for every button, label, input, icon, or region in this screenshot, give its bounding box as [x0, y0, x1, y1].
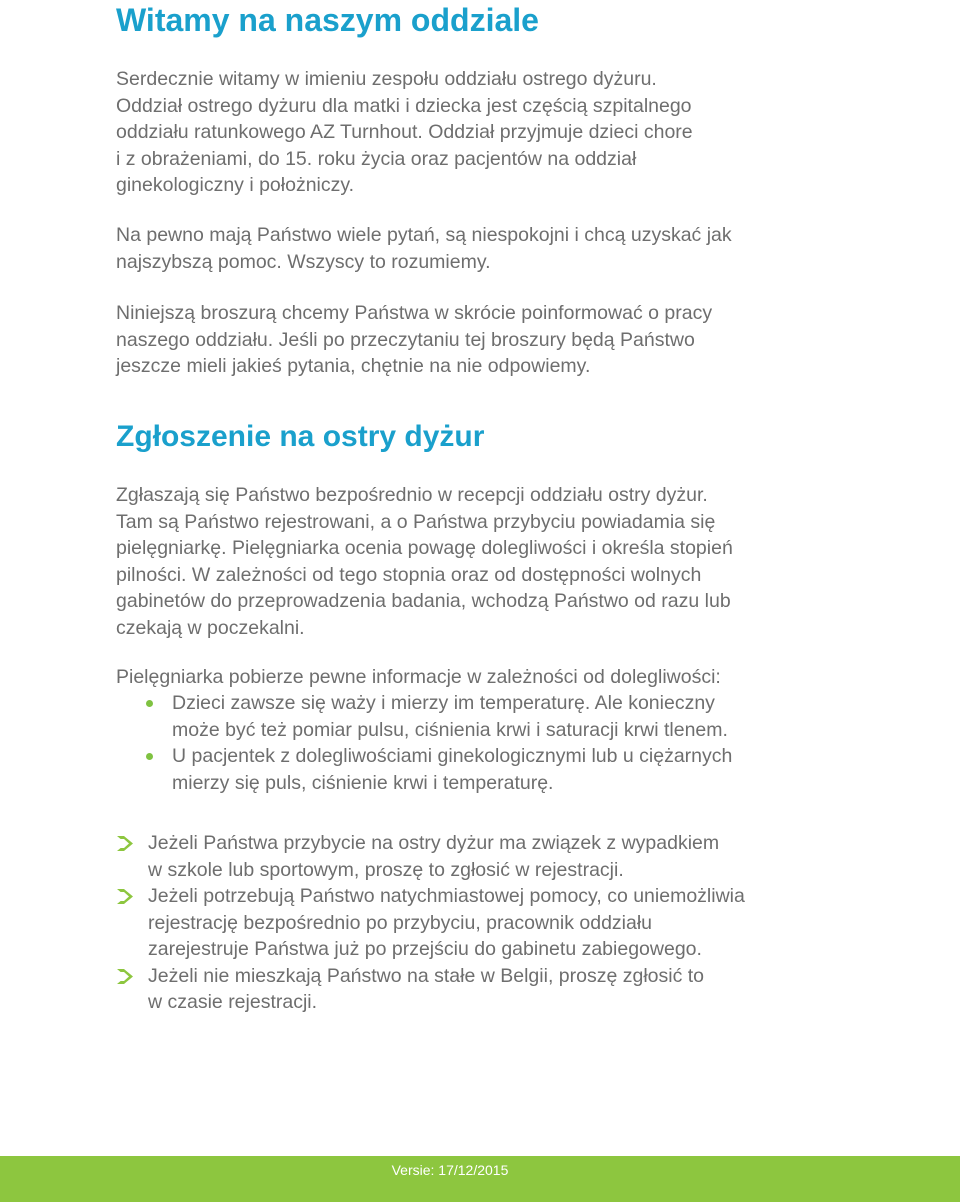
questions-paragraph — [116, 222, 732, 275]
list-item — [116, 963, 745, 1016]
measurement-bullet-list — [116, 690, 732, 796]
intro-line: i z obrażeniami, do 15. roku życia oraz pacjentów na oddział — [116, 147, 637, 170]
page-title: Witamy na naszym oddziale — [116, 2, 539, 38]
list-item-line: Dzieci zawsze się waży i mierzy im temperaturę. Ale konieczny — [172, 692, 715, 714]
list-item — [116, 743, 732, 796]
list-item — [116, 883, 745, 963]
intro-paragraph — [116, 66, 693, 199]
paragraph-line: Niniejszą broszurą chcemy Państwa w skrócie poinformować o pracy — [116, 302, 713, 324]
section-heading: Zgłoszenie na ostry dyżur — [116, 420, 485, 453]
paragraph-line: pilności. W zależności od tego stopnia oraz od dostępności wolnych — [116, 563, 702, 586]
paragraph-line: jeszcze mieli jakieś pytania, chętnie na nie odpowiemy. — [116, 355, 591, 377]
version-label: Versie: 17/12/2015 — [391, 1162, 509, 1178]
paragraph-line: Zgłaszają się Państwo bezpośrednio w recepcji oddziału ostry dyżur. — [116, 484, 708, 506]
list-item — [116, 690, 732, 743]
green-arrow-icon — [116, 888, 134, 905]
green-dot-icon — [146, 700, 153, 707]
list-item-line: mierzy się puls, ciśnienie krwi i temperaturę. — [172, 771, 554, 794]
list-item-line: U pacjentek z dolegliwościami ginekologicznymi lub u ciężarnych — [172, 745, 733, 767]
list-item-line: zarejestruje Państwa już po przejściu do gabinetu zabiegowego. — [148, 938, 702, 960]
list-item-line: w czasie rejestracji. — [148, 991, 318, 1013]
list-item-line: Jeżeli potrzebują Państwo natychmiastowej pomocy, co uniemożliwia — [148, 885, 745, 907]
list-item-line: rejestrację bezpośrednio po przybyciu, pracownik oddziału — [148, 911, 653, 934]
paragraph-line: najszybszą pomoc. Wszyscy to rozumiemy. — [116, 250, 491, 273]
paragraph-line: pielęgniarkę. Pielęgniarka ocenia powagę dolegliwości i określa stopień — [116, 537, 733, 559]
paragraph-line: gabinetów do przeprowadzenia badania, wchodzą Państwo od razu lub — [116, 590, 731, 612]
intro-line: Oddział ostrego dyżuru dla matki i dziecka jest częścią szpitalnego — [116, 94, 692, 117]
intro-line: Serdecznie witamy w imieniu zespołu oddziału ostrego dyżuru. — [116, 68, 657, 90]
list-item-line: może być też pomiar pulsu, ciśnienia krwi i saturacji krwi tlenem. — [172, 718, 728, 741]
intro-line: oddziału ratunkowego AZ Turnhout. Oddział przyjmuje dzieci chore — [116, 121, 693, 143]
registration-paragraph — [116, 482, 733, 641]
paragraph-line: Na pewno mają Państwo wiele pytań, są niespokojni i chcą uzyskać jak — [116, 224, 732, 246]
intro-line: ginekologiczny i położniczy. — [116, 174, 355, 196]
list-item-line: Jeżeli Państwa przybycie na ostry dyżur ma związek z wypadkiem — [148, 832, 720, 854]
list-item-line: Jeżeli nie mieszkają Państwo na stałe w Belgii, proszę zgłosić to — [148, 964, 705, 987]
green-arrow-icon — [116, 835, 134, 852]
paragraph-line: czekają w poczekalni. — [116, 616, 305, 639]
paragraph-line: Pielęgniarka pobierze pewne informacje w zależności od dolegliwości: — [116, 666, 721, 688]
nurse-info-paragraph — [116, 664, 721, 691]
green-arrow-icon — [116, 968, 134, 985]
paragraph-line: naszego oddziału. Jeśli po przeczytaniu tej broszury będą Państwo — [116, 328, 695, 351]
list-item-line: w szkole lub sportowym, proszę to zgłosić w rejestracji. — [148, 858, 624, 881]
list-item — [116, 830, 745, 883]
paragraph-line: Tam są Państwo rejestrowani, a o Państwa przybyciu powiadamia się — [116, 510, 716, 533]
notes-arrow-list — [116, 830, 745, 1016]
green-dot-icon — [146, 753, 153, 760]
brochure-paragraph — [116, 300, 712, 380]
